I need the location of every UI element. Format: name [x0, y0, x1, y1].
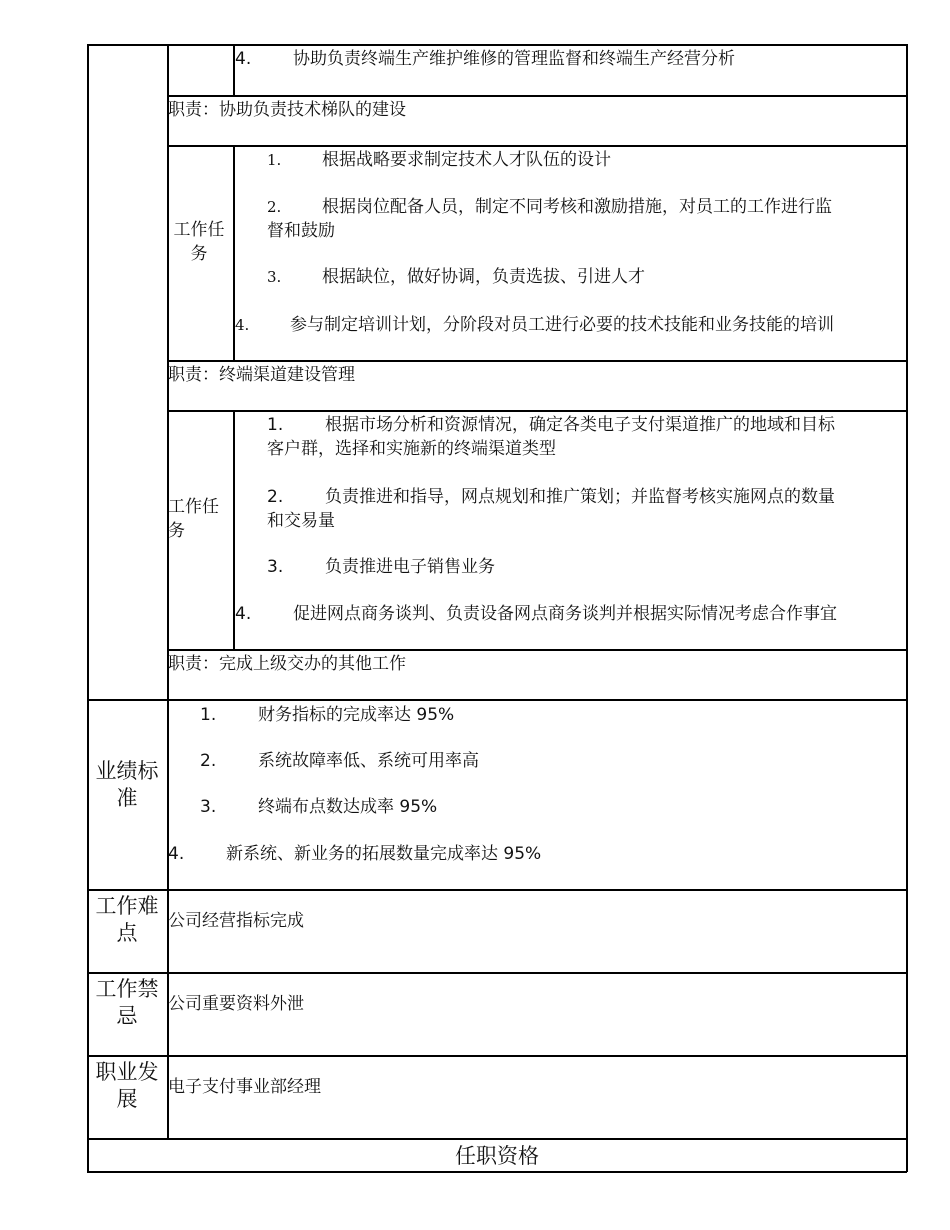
table-border-bottom	[87, 1171, 907, 1173]
difficulty-text: 公司经营指标完成	[168, 911, 304, 931]
task-item	[267, 413, 835, 437]
performance-item	[200, 703, 454, 727]
row-line	[87, 699, 907, 701]
row-line	[167, 95, 907, 97]
task-label: 工作任务	[173, 220, 225, 264]
task-item	[267, 148, 611, 172]
task-text: 负责推进和指导，网点规划和推广策划；并监督考核实施网点的数量	[325, 487, 835, 507]
row-line	[167, 145, 907, 147]
col-divider-label	[167, 44, 169, 1139]
row-line	[87, 972, 907, 974]
task-number: 4.	[235, 604, 252, 624]
task-text: 负责推进电子销售业务	[325, 557, 495, 577]
duty-title: 职责：协助负责技术梯队的建设	[168, 100, 406, 120]
difficulty-label: 工作难点	[95, 894, 159, 945]
performance-item	[200, 749, 479, 773]
task-text: 参与制定培训计划，分阶段对员工进行必要的技术技能和业务技能的培训	[290, 315, 834, 335]
item-text: 新系统、新业务的拓展数量完成率达 95%	[226, 844, 542, 864]
task-item	[267, 195, 832, 219]
item-text: 系统故障率低、系统可用率高	[258, 751, 479, 771]
task-label: 工作任务	[168, 497, 219, 541]
task-number: 2.	[267, 487, 284, 507]
task-text: 促进网点商务谈判、负责设备网点商务谈判并根据实际情况考虑合作事宜	[293, 604, 837, 624]
item-number: 2.	[200, 751, 217, 771]
item-number: 3.	[200, 797, 217, 817]
table-border-right	[906, 44, 908, 1172]
task-text: 协助负责终端生产维护维修的管理监督和终端生产经营分析	[293, 49, 735, 69]
task-number: 2.	[267, 198, 282, 216]
item-number: 1.	[200, 705, 217, 725]
performance-label: 业绩标准	[95, 759, 159, 810]
task-item	[235, 602, 837, 626]
task-number: 4.	[235, 49, 252, 69]
task-item	[267, 555, 495, 579]
row-line	[167, 360, 907, 362]
task-item	[235, 313, 834, 337]
row-line	[167, 649, 907, 651]
career-label: 职业发展	[95, 1060, 159, 1111]
task-text: 根据缺位，做好协调，负责选拔、引进人才	[322, 267, 645, 287]
task-number: 4.	[235, 316, 250, 334]
duty-title: 职责：完成上级交办的其他工作	[168, 654, 406, 674]
performance-item	[200, 795, 437, 819]
task-item-continuation: 客户群，选择和实施新的终端渠道类型	[267, 439, 556, 459]
task-text: 根据市场分析和资源情况，确定各类电子支付渠道推广的地域和目标	[325, 415, 835, 435]
task-item	[267, 485, 835, 509]
career-text: 电子支付事业部经理	[168, 1077, 321, 1097]
duty-title: 职责：终端渠道建设管理	[168, 365, 355, 385]
task-number: 3.	[267, 557, 284, 577]
item-text: 财务指标的完成率达 95%	[258, 705, 455, 725]
taboo-text: 公司重要资料外泄	[168, 994, 304, 1014]
row-line	[87, 1138, 907, 1140]
row-line	[87, 1055, 907, 1057]
task-text: 根据岗位配备人员，制定不同考核和激励措施，对员工的工作进行监	[322, 197, 832, 217]
qualification-title: 任职资格	[455, 1144, 539, 1168]
task-item	[267, 265, 645, 289]
row-line	[167, 410, 907, 412]
table-border-top	[87, 44, 907, 46]
task-item-continuation: 和交易量	[267, 511, 335, 531]
task-text: 根据战略要求制定技术人才队伍的设计	[322, 150, 611, 170]
item-number: 4.	[168, 844, 185, 864]
item-text: 终端布点数达成率 95%	[258, 797, 438, 817]
task-item	[235, 47, 735, 71]
task-item-continuation: 督和鼓励	[267, 221, 335, 241]
task-number: 1.	[267, 151, 282, 169]
task-number: 3.	[267, 268, 282, 286]
task-number: 1.	[267, 415, 284, 435]
taboo-label: 工作禁忌	[95, 977, 159, 1028]
row-line	[87, 889, 907, 891]
performance-item	[168, 842, 541, 866]
